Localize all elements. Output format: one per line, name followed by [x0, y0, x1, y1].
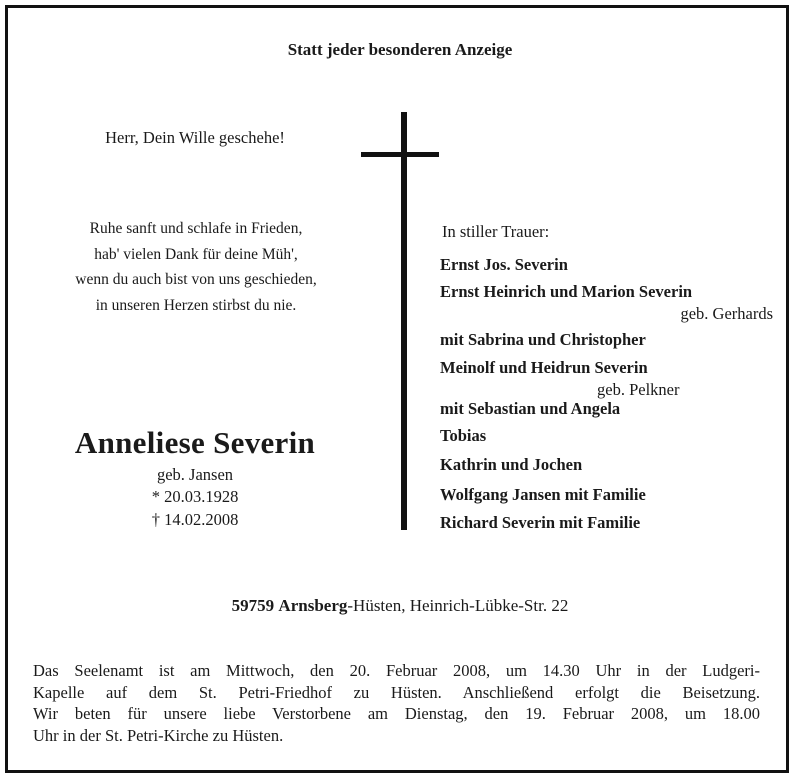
mourner-maiden-name: geb. Gerhards: [680, 304, 773, 323]
birth-date: * 20.03.1928: [151, 487, 239, 506]
deceased-name: Anneliese Severin: [74, 425, 316, 460]
mourner-line: Wolfgang Jansen mit Familie: [440, 485, 646, 504]
mourner-line: Ernst Jos. Severin: [440, 255, 568, 274]
poem-line: wenn du auch bist von uns geschieden,: [75, 271, 317, 288]
service-notice: [33, 660, 760, 746]
header-line: Statt jeder besonderen Anzeige: [287, 40, 513, 59]
mourner-line: Tobias: [440, 426, 487, 445]
notice-line: Das Seelenamt ist am Mittwoch, den 20. Februar 2008, um 14.30 Uhr in der Ludgeri-: [33, 661, 760, 680]
address: [232, 596, 569, 616]
cross-icon: [401, 112, 407, 530]
poem-line: Ruhe sanft und schlafe in Frieden,: [89, 220, 303, 237]
address-zip: 59759: [231, 596, 275, 615]
mourning-intro: In stiller Trauer:: [442, 222, 550, 241]
mourner-line: mit Sabrina und Christopher: [440, 330, 646, 349]
mourner-maiden-name: geb. Pelkner: [597, 380, 680, 399]
mourner-line: Richard Severin mit Familie: [440, 513, 641, 532]
motto: Herr, Dein Wille geschehe!: [105, 128, 285, 147]
address-city: Arnsberg: [278, 596, 348, 615]
poem-line: in unseren Herzen stirbst du nie.: [95, 296, 297, 314]
address-street: -Hüsten, Heinrich-Lübke-Str. 22: [347, 596, 569, 615]
poem-line: hab' vielen Dank für deine Müh',: [94, 245, 298, 263]
cross-icon-bar: [361, 152, 439, 157]
notice-line: Uhr in der St. Petri-Kirche zu Hüsten.: [33, 725, 284, 745]
death-date: † 14.02.2008: [151, 510, 239, 529]
mourner-line: Kathrin und Jochen: [440, 455, 583, 474]
mourner-line: Ernst Heinrich und Marion Severin: [440, 282, 693, 301]
deceased-maiden-name: geb. Jansen: [156, 465, 234, 484]
mourner-line: mit Sebastian und Angela: [440, 399, 621, 418]
mourner-line: Meinolf und Heidrun Severin: [440, 358, 648, 377]
poem: [75, 216, 317, 318]
notice-line: Wir beten für unsere liebe Verstorbene am Dienstag, den 19. Februar 2008, um 18.00: [33, 704, 760, 723]
notice-line: Kapelle auf dem St. Petri-Friedhof zu Hüsten. Anschließend erfolgt die Beisetzung.: [33, 682, 760, 702]
